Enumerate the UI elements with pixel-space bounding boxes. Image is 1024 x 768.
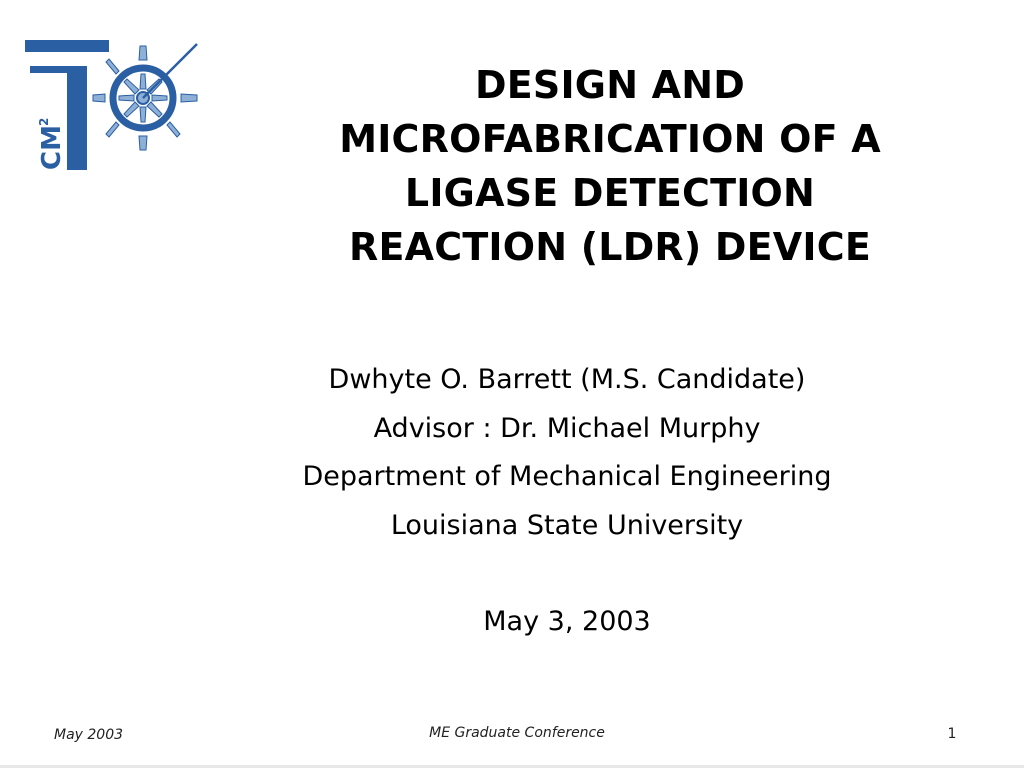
- title-line: DESIGN AND: [475, 63, 745, 107]
- cm2-logo: [22, 24, 218, 174]
- university-name: Louisiana State University: [390, 509, 744, 541]
- footer-date: May 2003: [54, 727, 124, 743]
- title-line: LIGASE DETECTION: [404, 171, 816, 215]
- department-name: Department of Mechanical Engineering: [302, 461, 832, 492]
- title-line: REACTION (LDR) DEVICE: [349, 225, 871, 269]
- logo-text: CM: [37, 125, 67, 170]
- advisor-name: Advisor : Dr. Michael Murphy: [373, 412, 761, 444]
- author-name: Dwhyte O. Barrett (M.S. Candidate): [328, 364, 806, 395]
- presentation-date: May 3, 2003: [483, 606, 651, 637]
- title-line: MICROFABRICATION OF A: [339, 117, 881, 161]
- logo-superscript: 2: [37, 117, 51, 126]
- footer-conference: ME Graduate Conference: [429, 725, 605, 741]
- author-block: [262, 356, 872, 550]
- page-number: 1: [947, 726, 957, 742]
- slide-title: [262, 58, 958, 274]
- cm2-logo-graphic: [22, 24, 218, 174]
